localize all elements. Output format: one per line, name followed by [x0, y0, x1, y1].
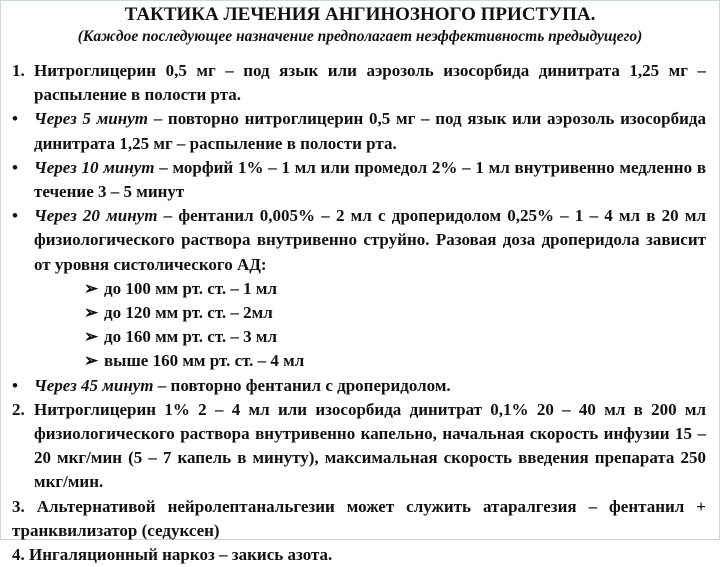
arrow-bullet-icon: ➢: [84, 351, 99, 371]
arrow-bullet-icon: ➢: [84, 303, 99, 323]
dose-text: до 100 мм рт. ст. – 1 мл: [104, 278, 278, 298]
step-10-minutes: [12, 156, 706, 204]
list-number: 1.: [12, 61, 25, 80]
step-time: Через 20 минут: [34, 206, 158, 226]
step-4-inhalation: 4. Ингаляционный наркоз – закись азота.: [12, 545, 333, 565]
step-text: – повторно фентанил с дроперидолом.: [153, 375, 451, 395]
step-text: – фентанил 0,005% – 2 мл с дроперидолом 0,25% – 1 – 4 мл в 20 мл физиологического раствора внутривенно струйно. Разовая доза дроперидола зависит от уровня систолического АД:: [34, 206, 706, 274]
step-text: – морфий 1% – 1 мл или промедол 2% – 1 мл внутривенно медленно в течение 3 – 5 минут: [34, 157, 706, 202]
dose-text: до 120 мм рт. ст. – 2мл: [104, 303, 273, 323]
dose-text: выше 160 мм рт. ст. – 4 мл: [104, 351, 305, 371]
bullet: •: [12, 157, 18, 177]
dose-item-120: [12, 301, 706, 325]
dose-item-100: [12, 277, 706, 301]
step-text: Нитроглицерин 1% 2 – 4 мл или изосорбида динитрат 0,1% 20 – 40 мл в 200 мл физиологического раствора внутривенно капельно, начальная скорость инфузии 15 – 20 мкг/мин (5 – 7 капель в минуту), максимальная скорость введения препарата 250 мкг/мин.: [34, 399, 706, 492]
step-time: Через 5 минут: [34, 109, 148, 129]
slide-title: ТАКТИКА ЛЕЧЕНИЯ АНГИНОЗНОГО ПРИСТУПА.: [124, 4, 596, 25]
bullet: •: [12, 206, 18, 226]
step-45-minutes: [12, 374, 706, 398]
slide-content: [12, 59, 706, 567]
dose-item-160: [12, 325, 706, 349]
step-time: Через 10 минут: [34, 157, 155, 177]
list-number: 2.: [12, 399, 25, 419]
step-20-minutes: [12, 204, 706, 277]
step-1-nitroglycerin: [12, 59, 706, 107]
step-2-iv-nitroglycerin: [12, 398, 706, 495]
step-text: Нитроглицерин 0,5 мг – под язык или аэрозоль изосорбида динитрата 1,25 мг – распыление в полости рта.: [34, 61, 706, 105]
bullet: •: [12, 109, 18, 129]
step-3-ataralgesia: 3. Альтернативой нейролептанальгезии может служить атаралгезия – фентанил + транквилизатор (седуксен): [12, 496, 706, 540]
step-text: – повторно нитроглицерин 0,5 мг – под язык или аэрозоль изосорбида динитрата 1,25 мг – распыление в полости рта.: [34, 109, 706, 153]
dose-item-above-160: [12, 349, 706, 373]
dose-text: до 160 мм рт. ст. – 3 мл: [104, 327, 278, 347]
slide-subtitle: (Каждое последующее назначение предполагает неэффективность предыдущего): [77, 28, 643, 45]
arrow-bullet-icon: ➢: [84, 278, 99, 298]
step-time: Через 45 минут: [34, 375, 154, 395]
arrow-bullet-icon: ➢: [84, 327, 99, 347]
step-5-minutes: [12, 107, 706, 155]
bullet: •: [12, 375, 18, 395]
